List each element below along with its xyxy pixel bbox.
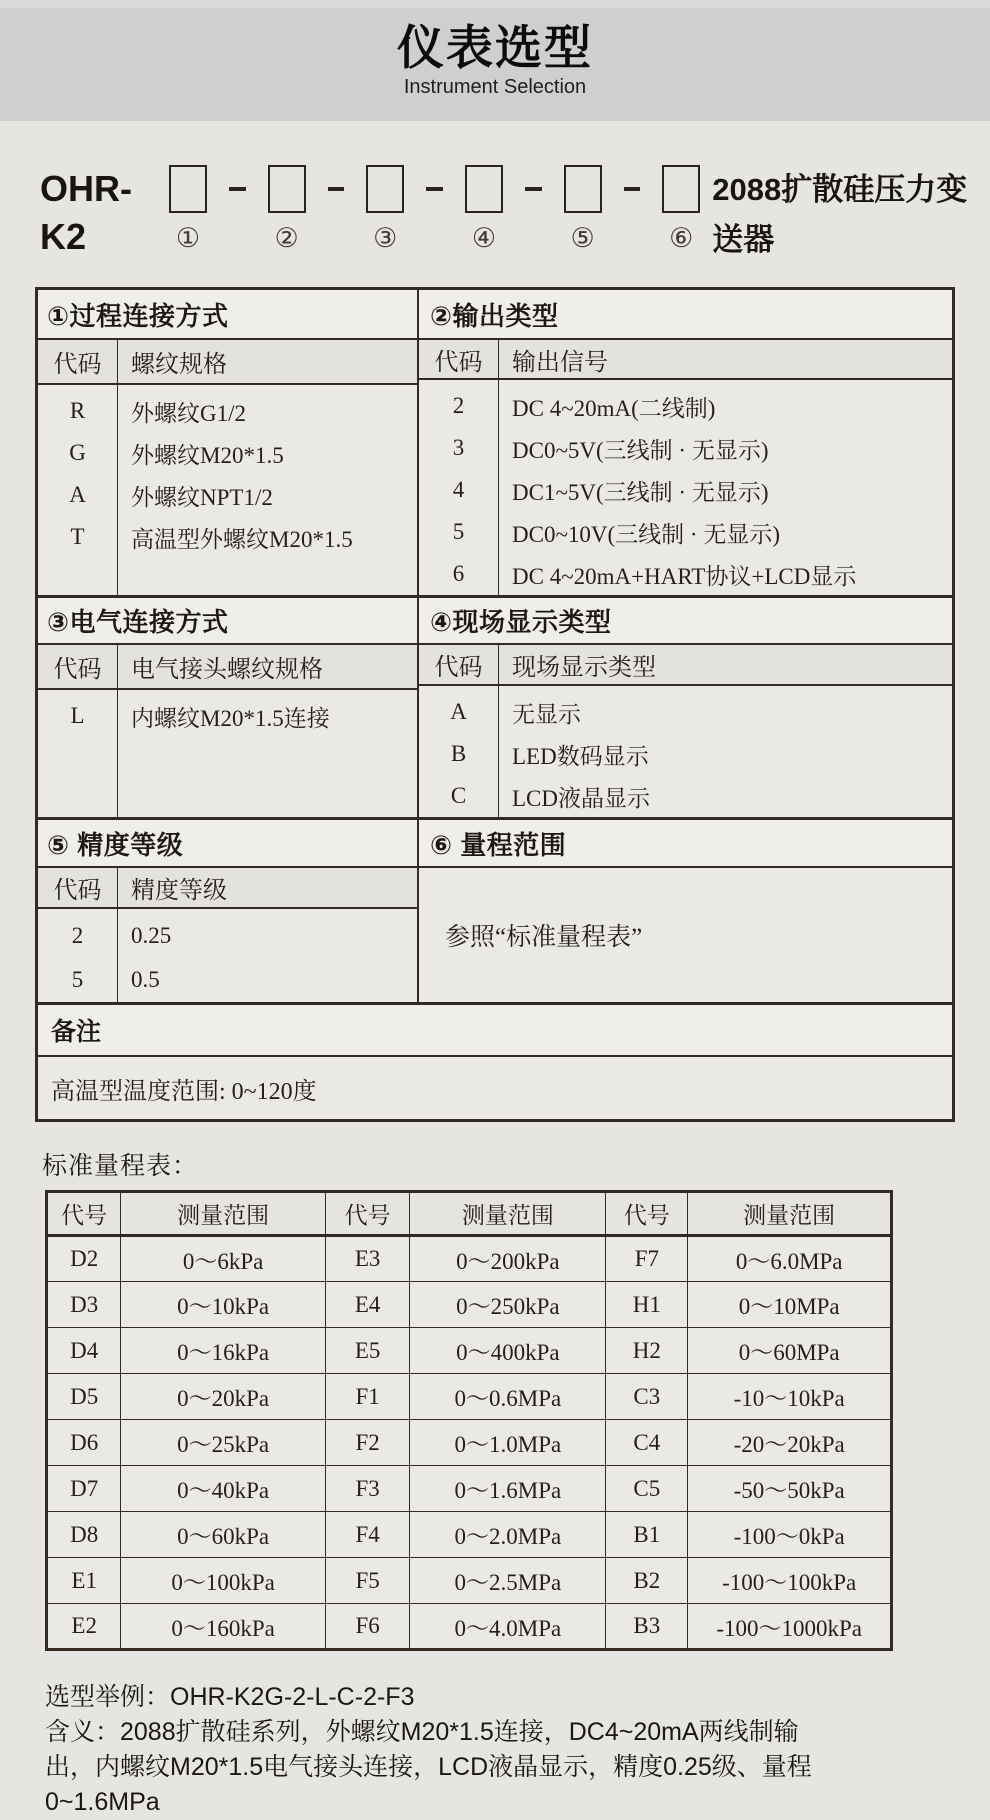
section-1-code: G xyxy=(69,440,86,465)
section-header-row-3-4 xyxy=(38,598,952,645)
section-5-title: ⑤ 精度等级 xyxy=(47,829,184,860)
range-code: F3 xyxy=(325,1466,410,1512)
range-value: -20～20kPa xyxy=(688,1420,892,1466)
page-subtitle: Instrument Selection xyxy=(403,76,587,98)
range-table-label: 标准量程表： xyxy=(42,1152,199,1180)
range-value: 0～4.0MPa xyxy=(410,1604,606,1650)
section-2-desc: DC0~10V(三线制 · 无显示) xyxy=(512,521,780,547)
code-box-4 xyxy=(465,165,503,213)
range-code: F2 xyxy=(325,1420,410,1466)
range-value: 0～250kPa xyxy=(410,1282,606,1328)
section-3-code-header: 代码 xyxy=(38,645,117,690)
section-1-code: T xyxy=(70,524,85,549)
section-4-code: C xyxy=(450,783,467,808)
range-code: C5 xyxy=(606,1466,688,1512)
range-code: D6 xyxy=(47,1420,121,1466)
dash-separator xyxy=(426,187,443,191)
selection-table xyxy=(35,287,955,1122)
range-code: H2 xyxy=(606,1328,688,1374)
example-line: 含义：2088扩散硅系列，外螺纹M20*1.5连接，DC4~20mA两线制输 xyxy=(45,1718,799,1746)
range-value: 0～16kPa xyxy=(121,1328,325,1374)
range-code: E4 xyxy=(325,1282,410,1328)
table-row xyxy=(47,1512,892,1558)
code-box-2 xyxy=(268,165,306,213)
section-3-desc-header: 电气接头螺纹规格 xyxy=(118,645,417,690)
model-prefix: OHR-K2 xyxy=(40,168,132,257)
code-box-1 xyxy=(169,165,207,213)
code-position-5 xyxy=(564,165,602,253)
range-value: -100～100kPa xyxy=(688,1558,892,1604)
range-code: F6 xyxy=(325,1604,410,1650)
range-value: 0～2.0MPa xyxy=(410,1512,606,1558)
section-2-code: 6 xyxy=(452,561,465,586)
code-position-3 xyxy=(366,165,404,253)
section-2-code: 3 xyxy=(452,435,465,460)
range-value: 0～0.6MPa xyxy=(410,1374,606,1420)
section-3-title: ③电气连接方式 xyxy=(47,607,229,637)
section-body-row-3-4 xyxy=(38,645,952,820)
model-code-line xyxy=(40,165,990,265)
dash-separator xyxy=(229,187,246,191)
section-1-desc: 外螺纹M20*1.5 xyxy=(131,442,284,468)
range-col-header: 代号 xyxy=(325,1192,410,1236)
section-body-row-1-2 xyxy=(38,340,952,598)
range-col-header: 代号 xyxy=(47,1192,121,1236)
section-2-title: ②输出类型 xyxy=(430,300,559,331)
section-2-desc: DC1~5V(三线制 · 无显示) xyxy=(512,479,769,505)
range-value: -50～50kPa xyxy=(688,1466,892,1512)
range-value: -100～1000kPa xyxy=(688,1604,892,1650)
section-4-desc: LCD液晶显示 xyxy=(512,785,650,811)
range-col-header: 代号 xyxy=(606,1192,688,1236)
section-header-row-1-2 xyxy=(38,290,952,340)
range-code: B2 xyxy=(606,1558,688,1604)
range-value: 0～20kPa xyxy=(121,1374,325,1420)
code-position-4 xyxy=(465,165,503,253)
position-number-2: ② xyxy=(274,223,299,253)
section-4-body xyxy=(419,645,952,817)
position-number-5: ⑤ xyxy=(570,223,595,253)
section-5-desc: 0.5 xyxy=(131,967,160,992)
section-3-body xyxy=(38,645,419,817)
section-1-desc: 外螺纹NPT1/2 xyxy=(131,484,273,510)
section-5-desc-header: 精度等级 xyxy=(118,868,417,909)
range-value: 0～1.6MPa xyxy=(410,1466,606,1512)
range-code: H1 xyxy=(606,1282,688,1328)
range-value: 0～25kPa xyxy=(121,1420,325,1466)
standard-range-table xyxy=(45,1190,893,1651)
range-code: B1 xyxy=(606,1512,688,1558)
section-4-desc: LED数码显示 xyxy=(512,743,649,769)
section-header-row-5-6 xyxy=(38,820,952,868)
section-5-desc: 0.25 xyxy=(131,923,172,948)
example-line: 0~1.6MPa xyxy=(45,1788,160,1816)
section-2-body xyxy=(419,340,952,595)
range-code: D4 xyxy=(47,1328,121,1374)
range-value: -10～10kPa xyxy=(688,1374,892,1420)
range-code: D5 xyxy=(47,1374,121,1420)
section-1-code: R xyxy=(69,398,86,423)
dash-separator xyxy=(328,187,345,191)
table-row xyxy=(47,1374,892,1420)
range-value: 0～2.5MPa xyxy=(410,1558,606,1604)
range-code: E3 xyxy=(325,1236,410,1282)
range-code: D3 xyxy=(47,1282,121,1328)
section-4-desc: 无显示 xyxy=(512,701,581,727)
dash-separator xyxy=(624,187,641,191)
range-value: 0～10MPa xyxy=(688,1282,892,1328)
range-value: 0～1.0MPa xyxy=(410,1420,606,1466)
section-4-title: ④现场显示类型 xyxy=(430,607,612,637)
code-position-6 xyxy=(662,165,700,253)
table-row xyxy=(47,1328,892,1374)
range-code: D8 xyxy=(47,1512,121,1558)
section-body-row-5-6 xyxy=(38,868,952,1005)
range-value: 0～10kPa xyxy=(121,1282,325,1328)
example-line: 选型举例：OHR-K2G-2-L-C-2-F3 xyxy=(45,1683,415,1711)
selection-example xyxy=(45,1680,955,1820)
code-position-1 xyxy=(169,165,207,253)
section-6-body xyxy=(419,868,952,1002)
table-row xyxy=(47,1420,892,1466)
section-4-desc-header: 现场显示类型 xyxy=(499,645,952,686)
range-value: 0～400kPa xyxy=(410,1328,606,1374)
range-code: B3 xyxy=(606,1604,688,1650)
model-suffix: 2088扩散硅压力变送器 xyxy=(712,172,968,257)
range-col-header: 测量范围 xyxy=(688,1192,892,1236)
range-code: D2 xyxy=(47,1236,121,1282)
range-code: F4 xyxy=(325,1512,410,1558)
section-1-code-header: 代码 xyxy=(38,340,117,385)
section-2-desc: DC0~5V(三线制 · 无显示) xyxy=(512,437,769,463)
section-2-desc: DC 4~20mA(二线制) xyxy=(512,395,716,421)
range-value: 0～200kPa xyxy=(410,1236,606,1282)
code-box-3 xyxy=(366,165,404,213)
section-6-title: ⑥ 量程范围 xyxy=(430,829,567,860)
range-code: C4 xyxy=(606,1420,688,1466)
section-5-code: 5 xyxy=(71,967,84,992)
section-5-code: 2 xyxy=(71,923,84,948)
section-4-code: B xyxy=(450,741,467,766)
table-row xyxy=(47,1558,892,1604)
range-value: 0～6.0MPa xyxy=(688,1236,892,1282)
range-code: F5 xyxy=(325,1558,410,1604)
table-row xyxy=(47,1604,892,1650)
position-number-6: ⑥ xyxy=(669,223,694,253)
section-1-desc: 高温型外螺纹M20*1.5 xyxy=(131,526,353,552)
table-row xyxy=(47,1466,892,1512)
range-value: 0～40kPa xyxy=(121,1466,325,1512)
section-2-desc-header: 输出信号 xyxy=(499,340,952,380)
range-code: E1 xyxy=(47,1558,121,1604)
section-4-code: A xyxy=(450,699,467,724)
section-1-desc-header: 螺纹规格 xyxy=(118,340,417,385)
range-code: F7 xyxy=(606,1236,688,1282)
section-1-title: ①过程连接方式 xyxy=(47,300,229,331)
range-reference-note: 参照“标准量程表” xyxy=(445,924,643,951)
range-value: 0～160kPa xyxy=(121,1604,325,1650)
section-3-code: L xyxy=(70,703,85,728)
section-3-desc: 内螺纹M20*1.5连接 xyxy=(131,705,330,731)
section-2-desc: DC 4~20mA+HART协议+LCD显示 xyxy=(512,563,857,589)
table-row xyxy=(47,1282,892,1328)
section-5-code-header: 代码 xyxy=(38,868,117,909)
section-5-body xyxy=(38,868,419,1002)
range-code: C3 xyxy=(606,1374,688,1420)
range-col-header: 测量范围 xyxy=(410,1192,606,1236)
range-value: 0～100kPa xyxy=(121,1558,325,1604)
code-box-5 xyxy=(564,165,602,213)
range-value: 0～60kPa xyxy=(121,1512,325,1558)
range-code: F1 xyxy=(325,1374,410,1420)
range-code: D7 xyxy=(47,1466,121,1512)
range-table-header-row xyxy=(47,1192,892,1236)
remark-content: 高温型温度范围: 0~120度 xyxy=(51,1078,317,1105)
section-2-code: 5 xyxy=(452,519,465,544)
example-line: 出，内螺纹M20*1.5电气接头连接，LCD液晶显示，精度0.25级、量程 xyxy=(45,1753,812,1781)
range-value: -100～0kPa xyxy=(688,1512,892,1558)
page-title: 仪表选型 xyxy=(397,21,593,74)
top-strip xyxy=(0,0,990,8)
dash-separator xyxy=(525,187,542,191)
table-row xyxy=(47,1236,892,1282)
code-box-6 xyxy=(662,165,700,213)
code-position-2 xyxy=(268,165,306,253)
title-band xyxy=(0,8,990,121)
section-1-desc: 外螺纹G1/2 xyxy=(131,400,246,426)
remark-header-row xyxy=(38,1005,952,1057)
range-code: E5 xyxy=(325,1328,410,1374)
section-2-code: 2 xyxy=(452,393,465,418)
range-value: 0～60MPa xyxy=(688,1328,892,1374)
position-number-3: ③ xyxy=(373,223,398,253)
section-2-code-header: 代码 xyxy=(419,340,498,380)
position-number-1: ① xyxy=(175,223,201,253)
section-4-code-header: 代码 xyxy=(419,645,498,686)
section-1-code: A xyxy=(69,482,86,507)
position-number-4: ④ xyxy=(471,223,497,253)
range-value: 0～6kPa xyxy=(121,1236,325,1282)
remark-title: 备注 xyxy=(51,1018,102,1046)
range-col-header: 测量范围 xyxy=(121,1192,325,1236)
range-code: E2 xyxy=(47,1604,121,1650)
section-2-code: 4 xyxy=(452,477,465,502)
section-1-body xyxy=(38,340,419,595)
